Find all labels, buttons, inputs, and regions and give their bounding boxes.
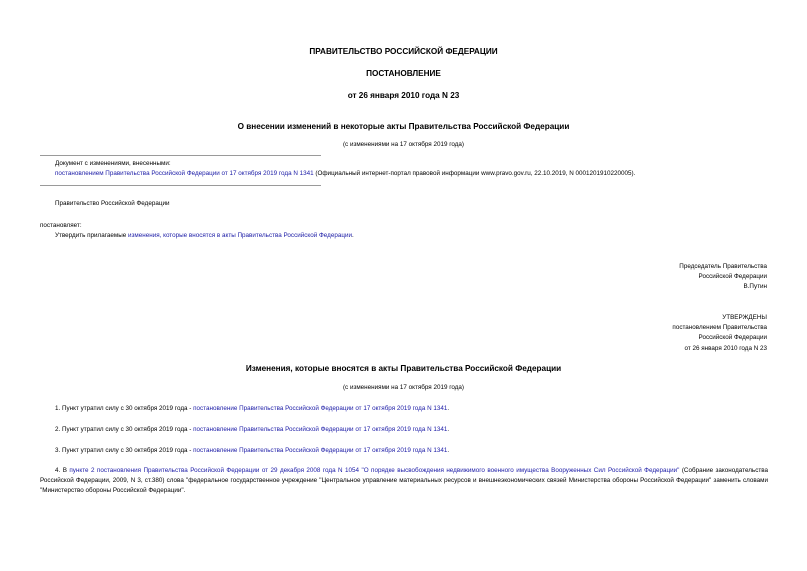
approval-line-3: Российской Федерации	[698, 334, 767, 341]
amendments-entry	[55, 170, 635, 177]
changes-revision-note: (с изменениями на 17 октября 2019 года)	[342, 384, 465, 391]
change-item-text: 3. Пункт утратил силу с 30 октября 2019 года -	[55, 447, 194, 454]
signature-title: Председатель Правительства	[679, 263, 767, 270]
body-approve-paragraph	[55, 232, 354, 239]
change-item-text: 1. Пункт утратил силу с 30 октября 2019 года -	[55, 405, 194, 412]
change-item-2	[55, 426, 449, 433]
approval-heading: УТВЕРЖДЕНЫ	[722, 314, 767, 321]
document-date-number: от 26 января 2010 года N 23	[347, 91, 460, 100]
change-item-3	[55, 447, 449, 454]
document-type: ПОСТАНОВЛЕНИЕ	[366, 69, 441, 78]
change-item-link[interactable]: постановление Правительства Российской Федерации от 17 октября 2019 года N 1341	[193, 447, 448, 454]
change-item-end: .	[447, 447, 450, 454]
approval-line-4: от 26 января 2010 года N 23	[684, 345, 767, 352]
signature-org: Российской Федерации	[698, 273, 767, 280]
changes-title: Изменения, которые вносятся в акты Правительства Российской Федерации	[245, 364, 562, 373]
change-item-4-prefix: 4. В	[55, 467, 70, 474]
approve-prefix: Утвердить прилагаемые	[55, 232, 128, 239]
approval-line-2: постановлением Правительства	[672, 324, 767, 331]
change-item-4	[40, 466, 768, 495]
change-item-4-link[interactable]: пункте 2 постановления Правительства Российской Федерации от 29 декабря 2008 года N 1054 "О порядке высвобождения недвижимого военного имущества Вооруженных Сил Российской Федерации"	[69, 467, 680, 474]
change-item-4-rest: (Собрание законодательства Российской Федерации, 2009, N 3, ст.380) слова "федеральное государственное учреждение "Центральное управление материальных ресурсов и внешнеэкономических связей Министерства обороны Российской Федерации" заменить словами "Министерство обороны Российской Федерации".	[40, 467, 769, 494]
body-government: Правительство Российской Федерации	[55, 200, 170, 207]
change-item-link[interactable]: постановление Правительства Российской Федерации от 17 октября 2019 года N 1341	[193, 426, 448, 433]
change-item-1	[55, 405, 449, 412]
amendments-top-rule	[40, 155, 321, 156]
document-title: О внесении изменений в некоторые акты Правительства Российской Федерации	[237, 122, 570, 131]
changes-link[interactable]: изменения, которые вносятся в акты Правительства Российской Федерации	[128, 232, 352, 239]
change-item-text: 2. Пункт утратил силу с 30 октября 2019 года -	[55, 426, 194, 433]
change-item-link[interactable]: постановление Правительства Российской Федерации от 17 октября 2019 года N 1341	[193, 405, 448, 412]
amendment-source: (Официальный интернет-портал правовой информации www.pravo.gov.ru, 22.10.2019, N 0001201910220005).	[313, 170, 636, 177]
government-name: ПРАВИТЕЛЬСТВО РОССИЙСКОЙ ФЕДЕРАЦИИ	[309, 47, 498, 56]
body-decrees: постановляет:	[40, 222, 82, 229]
change-item-end: .	[447, 426, 450, 433]
change-item-end: .	[447, 405, 450, 412]
amendment-link[interactable]: постановлением Правительства Российской Федерации от 17 октября 2019 года N 1341	[55, 170, 314, 177]
approve-suffix: .	[351, 232, 354, 239]
amendments-bottom-rule	[40, 185, 321, 186]
signature-name: В.Путин	[743, 283, 767, 290]
amendments-intro: Документ с изменениями, внесенными:	[55, 160, 171, 167]
revision-note: (с изменениями на 17 октября 2019 года)	[342, 141, 465, 148]
